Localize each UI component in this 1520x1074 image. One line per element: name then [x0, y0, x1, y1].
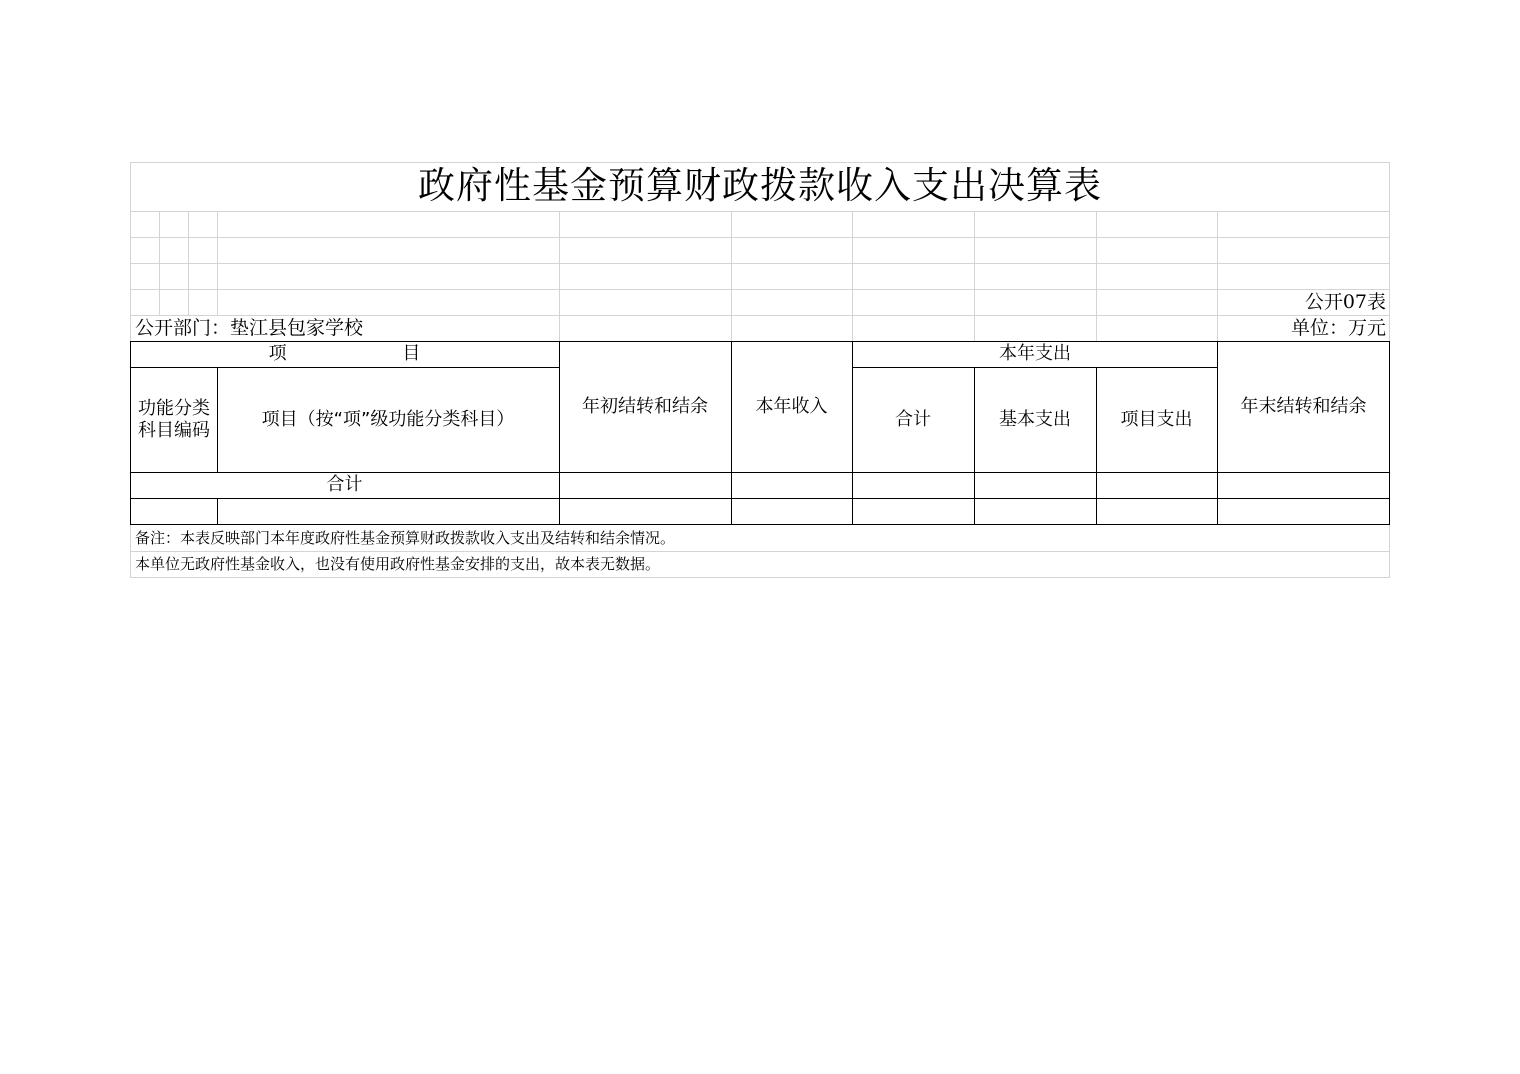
gridline: [217, 211, 218, 315]
header-expense-basic: 基本支出: [999, 408, 1071, 430]
gridline: [159, 211, 160, 315]
note-line-1: 备注：本表反映部门本年度政府性基金预算财政拨款收入支出及结转和结余情况。: [135, 529, 676, 547]
gridline: [852, 211, 853, 341]
form-number: 公开07表: [1304, 290, 1386, 313]
table-border: [130, 498, 1390, 499]
gridline: [130, 289, 1390, 290]
note-line-2: 本单位无政府性基金收入，也没有使用政府性基金安排的支出，故本表无数据。: [135, 555, 661, 573]
header-item-group: 项 目: [268, 343, 421, 365]
unit-label: 单位：万元: [1290, 316, 1386, 339]
gridline: [130, 577, 1390, 578]
gridline: [130, 211, 1390, 212]
header-income: 本年收入: [755, 395, 828, 417]
header-code: 功能分类科目编码: [138, 397, 210, 441]
gridline: [731, 211, 732, 341]
gridline: [130, 237, 1390, 238]
header-opening-balance: 年初结转和结余: [582, 395, 708, 417]
header-expense-total: 合计: [895, 408, 931, 430]
total-row-label: 合计: [326, 474, 363, 496]
gridline: [1096, 211, 1097, 341]
gridline: [559, 211, 560, 341]
table-border: [217, 498, 218, 524]
header-expense-group: 本年支出: [999, 343, 1071, 365]
header-item-name: 项目（按“项”级功能分类科目）: [261, 408, 515, 430]
gridline: [974, 211, 975, 341]
header-expense-project: 项目支出: [1120, 408, 1193, 430]
gridline: [188, 211, 189, 315]
gridline: [130, 263, 1390, 264]
budget-sheet: [130, 162, 1390, 578]
header-closing-balance: 年末结转和结余: [1240, 395, 1367, 417]
page-title: 政府性基金预算财政拨款收入支出决算表: [418, 164, 1102, 208]
department-label: 公开部门：垫江县包家学校: [135, 316, 364, 339]
